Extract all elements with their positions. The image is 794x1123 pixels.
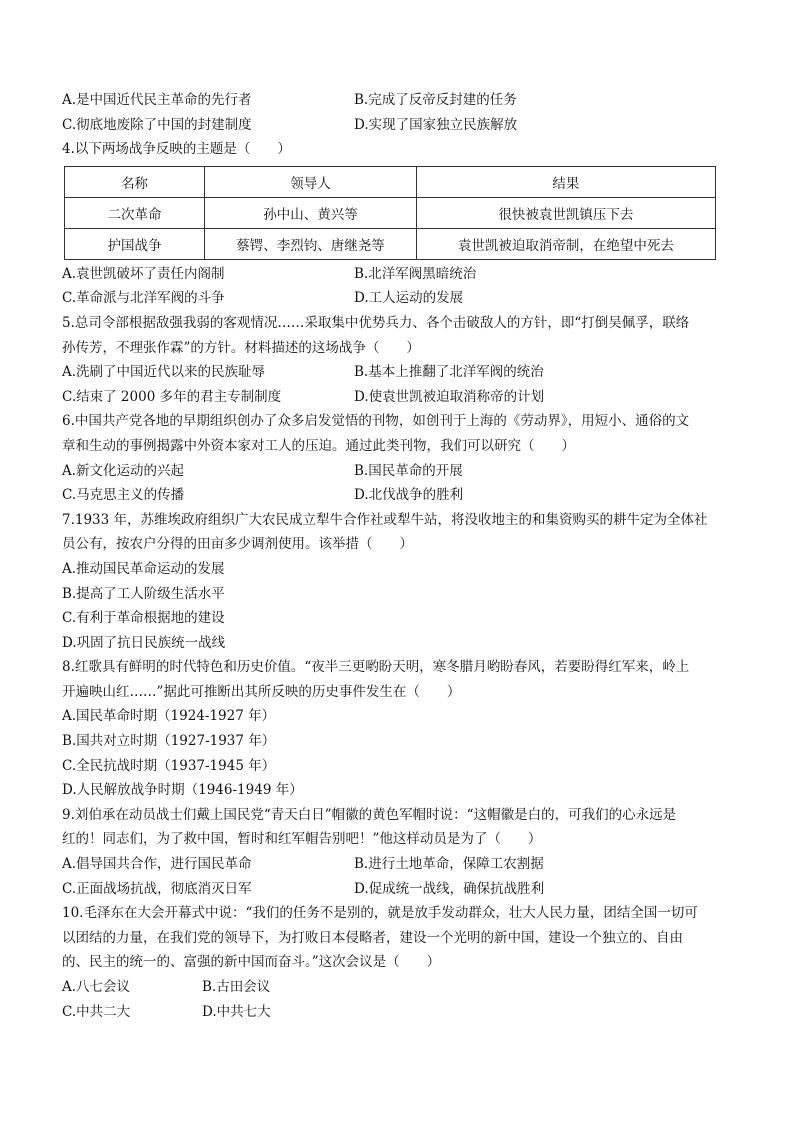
question-6 <box>62 409 732 507</box>
table-cell: 很快被袁世凯镇压下去 <box>416 197 715 228</box>
table-header-row <box>65 166 716 197</box>
option-c: C.革命派与北洋军阀的斗争 <box>62 290 225 307</box>
option-d: D.使袁世凯被迫取消称帝的计划 <box>354 388 545 405</box>
option-b: B.古田会议 <box>202 979 271 995</box>
options-row <box>62 877 732 902</box>
table-cell: 二次革命 <box>65 197 205 228</box>
question-9 <box>62 803 732 901</box>
option-d: D.北伐战争的胜利 <box>354 487 464 504</box>
option-c: C.马克思主义的传播 <box>62 487 185 504</box>
option-a: A.洗刷了中国近代以来的民族耻辱 <box>62 364 266 381</box>
option-d: D.中共七大 <box>202 1003 271 1020</box>
question-8 <box>62 655 732 803</box>
question-7 <box>62 508 732 656</box>
option-c: C.正面战场抗战，彻底消灭日军 <box>62 880 252 897</box>
question-stem-line: 7.1933 年，苏维埃政府组织广大农民成立犁牛合作社或犁牛站，将没收地主的和集资购买的耕牛定为全体社 <box>62 511 708 528</box>
options-row <box>62 385 732 410</box>
options-row <box>62 113 732 138</box>
options-row <box>62 975 732 1000</box>
question-stem-line: 10.毛泽东在大会开幕式中说：“我们的任务不是别的，就是放手发动群众，壮大人民力量，团结全国一切可 <box>62 905 698 922</box>
question-stem-line: 8.红歌具有鲜明的时代特色和历史价值。“夜半三更哟盼天明，寒冬腊月哟盼春风，若要盼得红军来，岭上 <box>62 659 690 676</box>
table-header: 结果 <box>416 166 715 197</box>
table-cell: 孙中山、黄兴等 <box>205 197 417 228</box>
option-d: D.巩固了抗日民族统一战线 <box>62 634 226 651</box>
option-b: B.基本上推翻了北洋军阀的统治 <box>354 364 544 381</box>
option-c: C.有利于革命根据地的建设 <box>62 610 225 627</box>
table-row <box>65 228 716 259</box>
question-stem-line: 孙传芳，不理张作霖”的方针。材料描述的这场战争（ ） <box>62 339 420 356</box>
question-stem-line: 9.刘伯承在动员战士们戴上国民党“青天白日”帽徽的黄色军帽时说：“这帽徽是白的，可我们的心永远是 <box>62 806 677 823</box>
option-a: A.倡导国共合作，进行国民革命 <box>62 856 252 873</box>
option-a: A.国民革命时期（1924-1927 年） <box>62 708 276 725</box>
option-b: B.国民革命的开展 <box>354 462 463 479</box>
options-row <box>62 88 732 113</box>
option-a: A.是中国近代民主革命的先行者 <box>62 92 252 108</box>
option-c: C.彻底地废除了中国的封建制度 <box>62 116 252 133</box>
option-d: D.促成统一战线，确保抗战胜利 <box>354 880 545 897</box>
option-c: C.结束了 2000 多年的君主专制制度 <box>62 388 282 405</box>
table-cell: 护国战争 <box>65 228 205 259</box>
question-3-options <box>62 88 732 137</box>
question-stem-line: 的、民主的统一的、富强的新中国而奋斗。”这次会议是（ ） <box>62 954 441 971</box>
question-stem: 4.以下两场战争反映的主题是（ ） <box>62 141 291 158</box>
question-5 <box>62 311 732 409</box>
options-row <box>62 1000 732 1025</box>
question-stem-line: 6.中国共产党各地的早期组织创办了众多启发觉悟的刊物，如创刊于上海的《劳动界》，用短小、通俗的文 <box>62 413 690 430</box>
question-stem-line: 员公有，按农户分得的田亩多少调剂使用。该举措（ ） <box>62 536 413 553</box>
question-stem-line: 章和生动的事例揭露中外资本家对工人的压迫。通过此类刊物，我们可以研究（ ） <box>62 437 575 454</box>
table-header: 名称 <box>65 166 205 197</box>
comparison-table <box>64 166 716 260</box>
option-a: A.袁世凯破坏了责任内阁制 <box>62 265 225 282</box>
options-row <box>62 360 732 385</box>
question-10 <box>62 901 732 1024</box>
options-row <box>62 483 732 508</box>
option-d: D.人民解放战争时期（1946-1949 年） <box>62 782 303 799</box>
question-stem-line: 5.总司令部根据敌强我弱的客观情况……采取集中优势兵力、各个击破敌人的方针，即“打倒吴佩孚，联络 <box>62 314 690 331</box>
option-a: A.推动国民革命运动的发展 <box>62 560 225 577</box>
options-row <box>62 852 732 877</box>
option-b: B.提高了工人阶级生活水平 <box>62 585 225 602</box>
option-c: C.中共二大 <box>62 1003 131 1020</box>
option-d: D.工人运动的发展 <box>354 290 464 307</box>
option-b: B.国共对立时期（1927-1937 年） <box>62 733 276 750</box>
exam-page <box>62 88 732 1024</box>
table-cell: 蔡锷、李烈钧、唐继尧等 <box>205 228 417 259</box>
question-4 <box>62 137 732 311</box>
option-a: A.八七会议 <box>62 979 131 995</box>
table-header: 领导人 <box>205 166 417 197</box>
question-stem-line: 开遍映山红……”据此可推断出其所反映的历史事件发生在（ ） <box>62 683 461 700</box>
option-c: C.全民抗战时期（1937-1945 年） <box>62 757 276 774</box>
table-cell: 袁世凯被迫取消帝制，在绝望中死去 <box>416 228 715 259</box>
options-row <box>62 262 732 287</box>
question-stem-line: 以团结的力量，在我们党的领导下，为打败日本侵略者，建设一个光明的新中国，建设一个独立的、自由 <box>62 929 683 946</box>
options-row <box>62 459 732 484</box>
table-row <box>65 197 716 228</box>
question-stem-line: 红的！同志们，为了救中国，暂时和红军帽告别吧！”他这样动员是为了（ ） <box>62 831 542 848</box>
options-row <box>62 286 732 311</box>
option-b: B.北洋军阀黑暗统治 <box>354 265 477 282</box>
option-b: B.完成了反帝反封建的任务 <box>354 92 517 108</box>
option-a: A.新文化运动的兴起 <box>62 462 185 479</box>
option-d: D.实现了国家独立民族解放 <box>354 116 518 133</box>
option-b: B.进行土地革命，保障工农割据 <box>354 856 544 873</box>
